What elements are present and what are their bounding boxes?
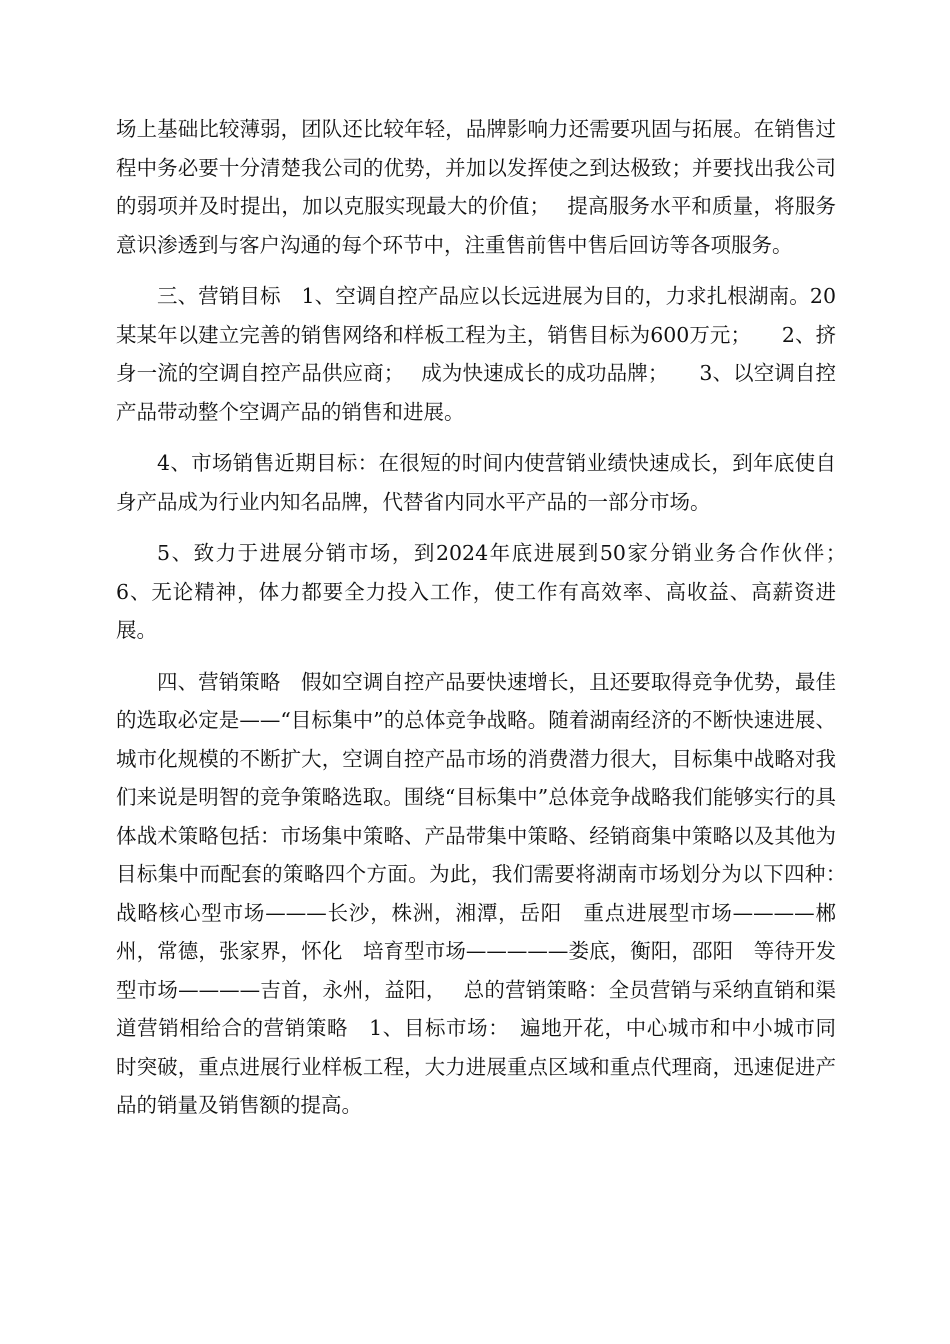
paragraph-short-term-goal: 4、市场销售近期目标：在很短的时间内使营销业绩快速成长，到年底使自身产品成为行业内知名品牌，代替省内同水平产品的一部分市场。 xyxy=(116,451,836,514)
paragraph-distribution-goal: 5、致力于进展分销市场，到2024年底进展到50家分销业务合作伙伴； 6、无论精神，体力都要全力投入工作，使工作有高效率、高收益、高薪资进展。 xyxy=(116,541,877,642)
paragraph-marketing-goals: 三、营销目标 1、空调自控产品应以长远进展为目的，力求扎根湖南。20某某年以建立完善的销售网络和样板工程为主，销售目标为600万元； 2、挤身一流的空调自控产品供应商； 成为快速成长的成功品牌； 3、以空调自控产品带动整个空调产品的销售和进展。 xyxy=(116,284,836,424)
paragraph-marketing-strategy: 四、营销策略 假如空调自控产品要快速增长，且还要取得竞争优势，最佳的选取必定是——“目标集中”的总体竞争战略。随着湖南经济的不断快速进展、城市化规模的不断扩大，空调自控产品市场的消费潜力很大，目标集中战略对我们来说是明智的竞争策略选取。围绕“目标集中”总体竞争战略我们能够实行的具体战术策略包括：市场集中策略、产品带集中策略、经销商集中策略以及其他为目标集中而配套的策略四个方面。为此，我们需要将湖南市场划分为以下四种： 战略核心型市场———长沙，株洲，湘潭，岳阳 重点进展型市场————郴州，常德，张家界，怀化 培育型市场—————娄底，衡阳，邵阳 等待开发型市场————吉首，永州，益阳， 总的营销策略：全员营销与采纳直销和渠道营销相给合的营销策略 1、目标市场： 遍地开花，中心城市和中小城市同时突破，重点进展行业样板工程，大力进展重点区域和重点代理商，迅速促进产品的销量及销售额的提高。 xyxy=(116,669,864,1117)
document-body xyxy=(116,110,877,1138)
paragraph-intro-continuation: 场上基础比较薄弱，团队还比较年轻，品牌影响力还需要巩固与拓展。在销售过程中务必要十分清楚我公司的优势，并加以发挥使之到达极致；并要找出我公司的弱项并及时提出，加以克服实现最大的价值； 提高服务水平和质量，将服务意识渗透到与客户沟通的每个环节中，注重售前售中售后回访等各项服务。 xyxy=(116,117,836,257)
